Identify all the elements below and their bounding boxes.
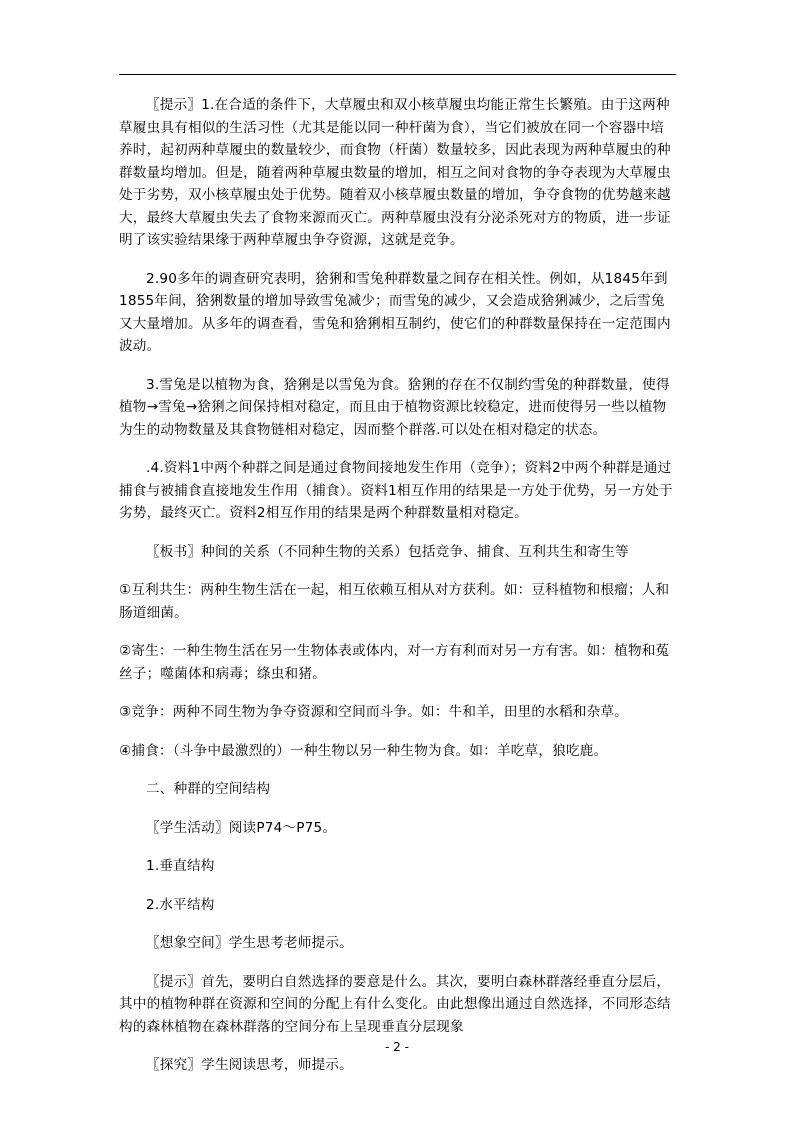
vertical-structure-item: 1.垂直结构 xyxy=(146,858,215,874)
hint-paragraph-2: 2.90多年的调查研究表明，猞猁和雪兔种群数量之间存在相关性。例如，从1845年到1855年间，猞猁数量的增加导致雪兔减少；而雪兔的减少，又会造成猞猁减少，之后雪兔又大量增加。从多年的调查看，雪兔和猞猁相互制约，使它们的种群数量保持在一定范围内波动。 xyxy=(119,270,671,354)
horizontal-structure-item: 2.水平结构 xyxy=(146,896,215,913)
document-body xyxy=(119,94,676,1077)
hint-paragraph-4: .4.资料1中两个种群之间是通过食物间接地发生作用（竞争）；资料2中两个种群是通过捕食与被捕食直接地发生作用（捕食）。资料1相互作用的结果是一方处于优势，另一方处于劣势，最终灭亡。资料2相互作用的结果是两个种群数量相对稳定。 xyxy=(119,460,673,521)
predation-item: ④捕食：（斗争中最激烈的）一种生物以另一种生物为食。如：羊吃草，狼吃鹿。 xyxy=(119,742,608,759)
hint-paragraph-1: 〖提示〗1.在合适的条件下，大草履虫和双小核草履虫均能正常生长繁殖。由于这两种草履虫具有相似的生活习性（尤其是能以同一种杆菌为食），当它们被放在同一个容器中培养时，起初两种草履虫的数量较少，而食物（杆菌）数量较多，因此表现为两种草履虫的种群数量均增加。但是，随着两种草履虫数量的增加，相互之间对食物的争夺表现为大草履虫处于劣势，双小核草履虫处于优势。随着双小核草履虫数量的增加，争夺食物的优势越来越大，最终大草履虫失去了食物来源而灭亡。两种草履虫没有分泌杀死对方的物质，进一步证明了该实验结果缘于两种草履虫争夺资源，这就是竞争。 xyxy=(119,97,671,248)
hint-paragraph-5: 〖提示〗首先，要明白自然选择的要意是什么。其次，要明白森林群落经垂直分层后，其中的植物种群在资源和空间的分配上有什么变化。由此想像出通过自然选择，不同形态结构的森林植物在森林群落的空间分布上呈现垂直分层现象 xyxy=(119,973,671,1035)
section-heading: 二、种群的空间结构 xyxy=(146,781,271,797)
student-activity: 〖学生活动〗阅读P74～P75。 xyxy=(146,819,337,836)
parasitism-item: ②寄生：一种生物生活在另一生物体表或体内，对一方有利而对另一方有害。如：植物和菟丝子；噬菌体和病毒；绦虫和猪。 xyxy=(119,643,670,682)
competition-item: ③竞争：两种不同生物为争夺资源和空间而斗争。如：牛和羊，田里的水稻和杂草。 xyxy=(119,704,628,720)
hint-paragraph-3: 3.雪兔是以植物为食，猞猁是以雪兔为食。猞猁的存在不仅制约雪兔的种群数量，使得植物→雪兔→猞猁之间保持相对稳定，而且由于植物资源比较稳定，进而使得另一些以植物为生的动物数量及其食物链相对稳定，因而整个群落.可以处在相对稳定的状态。 xyxy=(119,376,670,438)
page-number: - 2 - xyxy=(385,1040,409,1054)
board-note: 〖板书〗种间的关系（不同种生物的关系）包括竞争、捕食、互利共生和寄生等 xyxy=(146,543,629,560)
header-rule xyxy=(119,74,676,75)
imagination-space: 〖想象空间〗学生思考老师提示。 xyxy=(146,935,353,951)
explore-note: 〖探究〗学生阅读思考，师提示。 xyxy=(146,1057,353,1073)
mutualism-item: ①互利共生：两种生物生活在一起，相互依赖互相从对方获利。如：豆科植物和根瘤；人和肠道细菌。 xyxy=(119,582,670,621)
